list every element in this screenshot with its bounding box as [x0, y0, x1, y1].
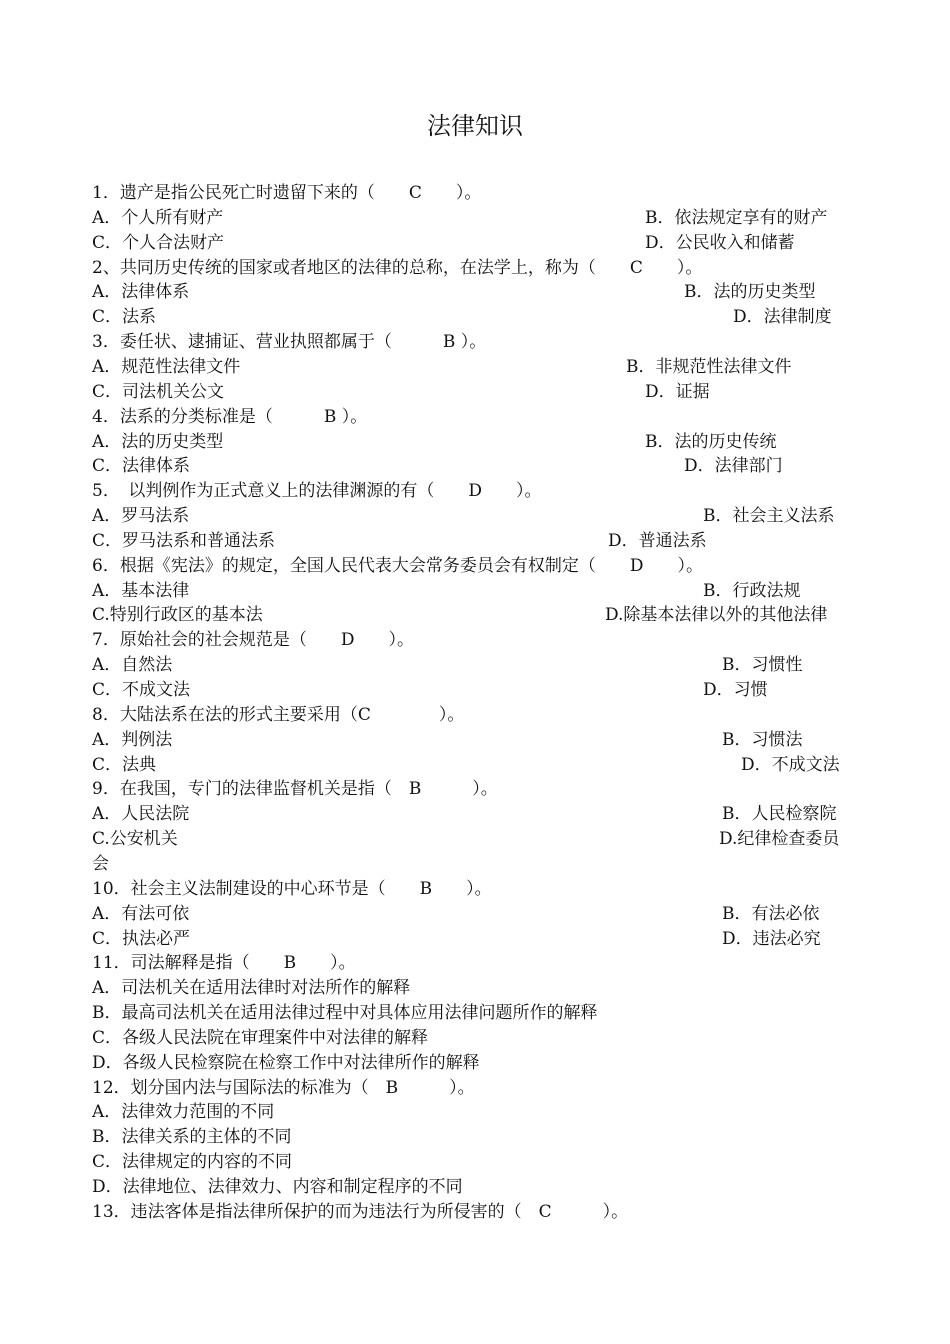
option-line: A．人民法院 [92, 804, 190, 825]
option-line-right: D．法律部门 [684, 456, 783, 477]
option-line: A．法律体系 [92, 282, 190, 303]
option-line: C.公安机关 [92, 829, 178, 850]
question-line: 11．司法解释是指（ B ）。 [92, 953, 356, 974]
option-line-right: B．依法规定享有的财产 [645, 207, 828, 228]
option-line-right: D．违法必究 [722, 928, 821, 949]
question-line: D．各级人民检察院在检察工作中对法律所作的解释 [92, 1052, 480, 1073]
option-line: C．司法机关公文 [92, 381, 225, 402]
option-line-right: D．普通法系 [608, 530, 707, 551]
option-line-right: B．社会主义法系 [703, 506, 835, 527]
question-line: C．各级人民法院在审理案件中对法律的解释 [92, 1027, 429, 1048]
question-line: 7．原始社会的社会规范是（ D ）。 [92, 630, 414, 651]
option-line: A．罗马法系 [92, 506, 190, 527]
question-line: 2、共同历史传统的国家或者地区的法律的总称，在法学上，称为（ C ）。 [92, 257, 703, 278]
option-line: A．基本法律 [92, 580, 190, 601]
option-line: C．罗马法系和普通法系 [92, 530, 276, 551]
question-line: 6．根据《宪法》的规定，全国人民代表大会常务委员会有权制定（ D ）。 [92, 555, 703, 576]
option-line-right: D．不成文法 [741, 754, 840, 775]
question-line: 5． 以判例作为正式意义上的法律渊源的有（ D ）。 [92, 481, 542, 502]
option-line: A．法的历史类型 [92, 431, 224, 452]
question-line: 会 [92, 853, 109, 874]
option-line: A．个人所有财产 [92, 207, 224, 228]
option-line-right: D．法律制度 [733, 307, 832, 328]
question-line: 3．委任状、逮捕证、营业执照都属于（ B ）。 [92, 332, 487, 353]
question-line: A．法律效力范围的不同 [92, 1102, 275, 1123]
option-line-right: B．有法必依 [722, 903, 820, 924]
question-line: 10．社会主义法制建设的中心环节是（ B ）。 [92, 878, 492, 899]
question-line: 12．划分国内法与国际法的标准为（ B ）。 [92, 1077, 475, 1098]
option-line: C．法系 [92, 307, 157, 328]
option-line-right: D.纪律检查委员 [719, 829, 840, 850]
option-line-right: D．证据 [645, 381, 710, 402]
option-line: C．法典 [92, 754, 157, 775]
question-line: 13．违法客体是指法律所保护的而为违法行为所侵害的（ C ）。 [92, 1201, 629, 1222]
option-line-right: B．人民检察院 [722, 804, 837, 825]
question-line: D．法律地位、法律效力、内容和制定程序的不同 [92, 1177, 463, 1197]
question-line: B．最高司法机关在适用法律过程中对具体应用法律问题所作的解释 [92, 1003, 598, 1024]
question-line: 4．法系的分类标准是（ B ）。 [92, 406, 368, 427]
option-line-right: D．公民收入和储蓄 [645, 232, 795, 253]
question-line: B．法律关系的主体的不同 [92, 1127, 292, 1148]
question-line: C．法律规定的内容的不同 [92, 1152, 293, 1173]
option-line-right: B．法的历史传统 [645, 431, 777, 452]
option-line-right: D．习惯 [703, 680, 768, 700]
question-line: 8．大陆法系在法的形式主要采用（C ）。 [92, 704, 465, 725]
option-line-right: D.除基本法律以外的其他法律 [605, 605, 828, 626]
option-line-right: B．法的历史类型 [684, 282, 816, 303]
option-line: A．有法可依 [92, 903, 190, 924]
option-line-right: B．行政法规 [703, 580, 801, 601]
option-line-right: B．非规范性法律文件 [626, 356, 792, 377]
question-line: A．司法机关在适用法律时对法所作的解释 [92, 978, 411, 999]
option-line: A．自然法 [92, 655, 173, 676]
question-line: 1．遗产是指公民死亡时遗留下来的（ C ）。 [92, 183, 482, 203]
option-line: A．规范性法律文件 [92, 356, 241, 377]
option-line-right: B．习惯性 [722, 655, 803, 676]
option-line: C．执法必严 [92, 928, 191, 949]
question-line: 9．在我国，专门的法律监督机关是指（ B ）。 [92, 779, 498, 800]
option-line: C．个人合法财产 [92, 232, 225, 253]
option-line-right: B．习惯法 [722, 729, 803, 750]
option-line: C.特别行政区的基本法 [92, 605, 263, 626]
page-title: 法律知识 [427, 112, 523, 140]
option-line: A．判例法 [92, 729, 173, 750]
option-line: C．法律体系 [92, 456, 191, 477]
option-line: C．不成文法 [92, 680, 191, 700]
